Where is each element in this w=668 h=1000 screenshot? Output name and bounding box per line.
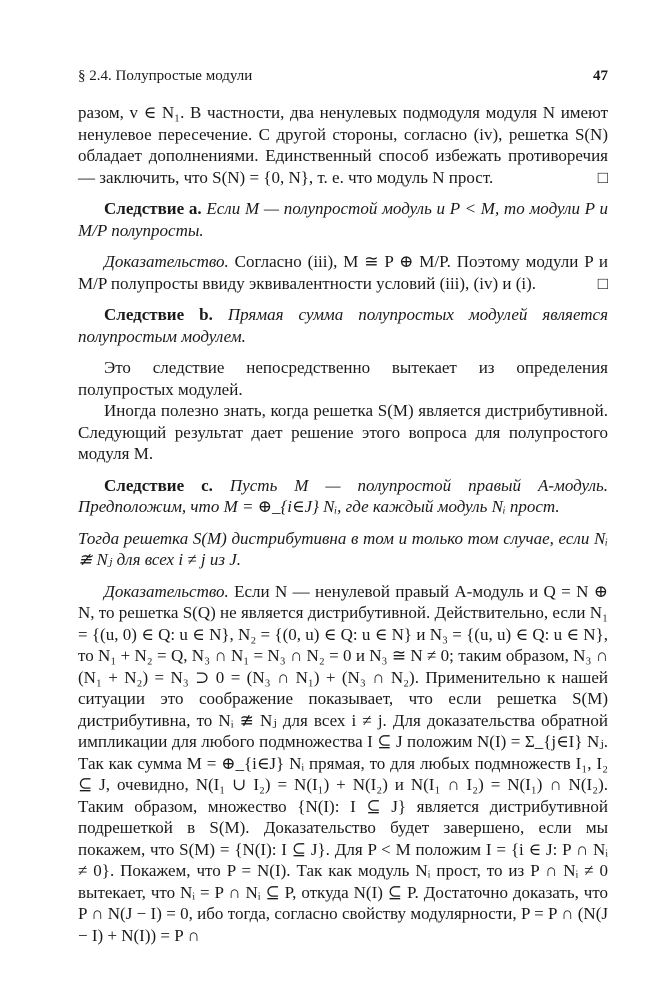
corollary-a — [78, 198, 608, 241]
proof-c — [78, 581, 608, 947]
running-header — [78, 68, 608, 90]
corollary-c — [78, 475, 608, 518]
corollary-b — [78, 304, 608, 347]
corollary-a-label: Следствие a. — [104, 199, 202, 218]
proof-c-label: Доказательство. — [104, 581, 229, 601]
paragraph-continuation — [78, 102, 608, 188]
corollary-c-statement-2: Тогда решетка S(M) дистрибутивна в том и только том случае, если Nᵢ ≇ Nⱼ для всех i ≠ j из J. — [78, 528, 608, 569]
page-body — [78, 102, 608, 946]
qed-mark-1: □ — [597, 167, 608, 187]
page-number: 47 — [593, 68, 608, 84]
corollary-b-statement: Прямая сумма полупростых модулей является полупростым модулем. — [78, 305, 609, 346]
corollary-b-label: Следствие b. — [104, 305, 213, 324]
paragraph-distributive: Иногда полезно знать, когда решетка S(M) является дистрибутивной. Следующий результат дает решение этого вопроса для полупростого модуля M. — [78, 401, 608, 463]
continuation-text: разом, v ∈ N₁. В частности, два ненулевых подмодуля модуля N имеют ненулевое пересечение. С другой стороны, согласно (iv), решетка S(N) обладает дополнениями. Единственный способ избежать противоречия — заключить, что S(N) = {0, N}, т. е. что модуль N прост. — [78, 103, 608, 187]
corollary-a-statement: Если M — полупростой модуль и P < M, то модули P и M/P полупросты. — [78, 199, 608, 240]
section-title: § 2.4. Полупростые модули — [78, 68, 253, 84]
corollary-c-label: Следствие c. — [104, 475, 213, 495]
proof-a-label: Доказательство. — [104, 252, 229, 271]
proof-c-text: Если N — ненулевой правый A-модуль и Q = N ⊕ N, то решетка S(Q) не является дистрибутивной. Действительно, если N₁ = {(u, 0) ∈ Q: u ∈ N}, N₂ = {(0, u) ∈ Q: u ∈ N} и N₃ = {(u, u) ∈ Q: u ∈ N}, то N₁ + N₂ = Q, N₃ ∩ N₁ = N₃ ∩ N₂ = 0 и N₃ ≅ N ≠ 0; таким образом, N₃ ∩ (N₁ + N₂) = N₃ ⊃ 0 = (N₃ ∩ N₁) + (N₃ ∩ N₂). Применительно к нашей ситуации это соображение показывает, что если решетка S(M) дистрибутивна, то Nᵢ ≇ Nⱼ для всех i ≠ j. Для доказательства обратной импликации для любого подмножества I ⊆ J положим N(I) = Σ_{j∈I} Nⱼ. Так как сумма M = ⊕_{i∈J} Nᵢ прямая, то для любых подмножеств I₁, I₂ ⊆ J, очевидно, N(I₁ ∪ I₂) = N(I₁) + N(I₂) и N(I₁ ∩ I₂) = N(I₁) ∩ N(I₂). Таким образом, множество {N(I): I ⊆ J} является дистрибутивной подрешеткой в S(M). Доказательство будет завершено, если мы покажем, что S(M) = {N(I): I ⊆ J}. Для P < M положим I = {i ∈ J: P ∩ Nᵢ ≠ 0}. Покажем, что P = N(I). Так как модуль Nᵢ прост, то из P ∩ Nᵢ ≠ 0 вытекает, что Nᵢ = P ∩ Nᵢ ⊆ P, откуда N(I) ⊆ P. Достаточно доказать, что P ∩ N(J − I) = 0, ибо тогда, согласно свойству модулярности, P = P ∩ (N(J − I) + N(I)) = P ∩ — [78, 581, 608, 945]
proof-a-text: Согласно (iii), M ≅ P ⊕ M/P. Поэтому модули P и M/P полупросты ввиду эквивалентности условий (iii), (iv) и (i). — [78, 252, 609, 293]
corollary-c-statement-1: Пусть M — полупростой правый A-модуль. Предположим, что M = ⊕_{i∈J} Nᵢ, где каждый модуль Nᵢ прост. — [78, 475, 609, 516]
paragraph-remark: Это следствие непосредственно вытекает из определения полупростых модулей. — [78, 358, 608, 399]
qed-mark-2: □ — [597, 273, 608, 293]
proof-a — [78, 251, 608, 294]
